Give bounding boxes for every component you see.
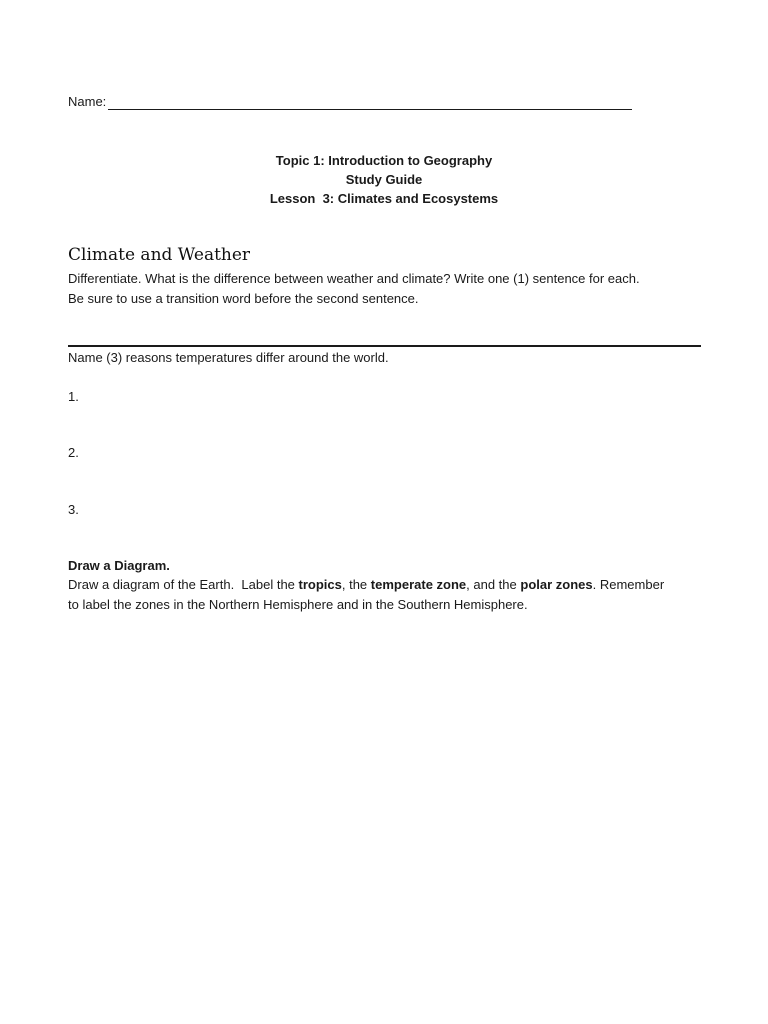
diagram-instructions <box>68 575 664 614</box>
name-label: Name: <box>68 94 107 109</box>
list-item-3: 3. <box>68 502 79 517</box>
instruction-line-2: Be sure to use a transition word before the second sentence. <box>68 290 419 306</box>
lesson-title: Lesson 3: Climates and Ecosystems <box>269 191 499 206</box>
diagram-text-e: , and the <box>466 577 521 592</box>
term-polar-zones: polar zones <box>520 577 593 592</box>
topic-title: Topic 1: Introduction to Geography <box>275 153 493 168</box>
section-heading: Climate and Weather <box>68 245 251 265</box>
term-temperate-zone: temperate zone <box>370 577 467 592</box>
diagram-heading: Draw a Diagram. <box>68 558 170 573</box>
list-item-2: 2. <box>68 445 79 460</box>
study-guide-title: Study Guide <box>345 172 423 187</box>
name-blank-line[interactable] <box>108 96 632 110</box>
document-header <box>0 151 768 208</box>
section-instructions <box>68 269 640 308</box>
instruction-line-1: Differentiate. What is the difference between weather and climate? Write one (1) sentence for each. <box>68 271 640 286</box>
answer-line[interactable] <box>68 345 701 347</box>
term-tropics: tropics <box>298 577 342 592</box>
diagram-line-1 <box>68 575 664 595</box>
diagram-line-2: to label the zones in the Northern Hemisphere and in the Southern Hemisphere. <box>68 596 528 612</box>
diagram-text-a: Draw a diagram of the Earth. Label the <box>68 577 299 592</box>
name-row <box>68 94 632 110</box>
list-item-1: 1. <box>68 389 79 404</box>
reasons-prompt: Name (3) reasons temperatures differ around the world. <box>68 350 389 365</box>
diagram-text-g: . Remember <box>592 577 665 592</box>
diagram-text-c: , the <box>341 577 371 592</box>
